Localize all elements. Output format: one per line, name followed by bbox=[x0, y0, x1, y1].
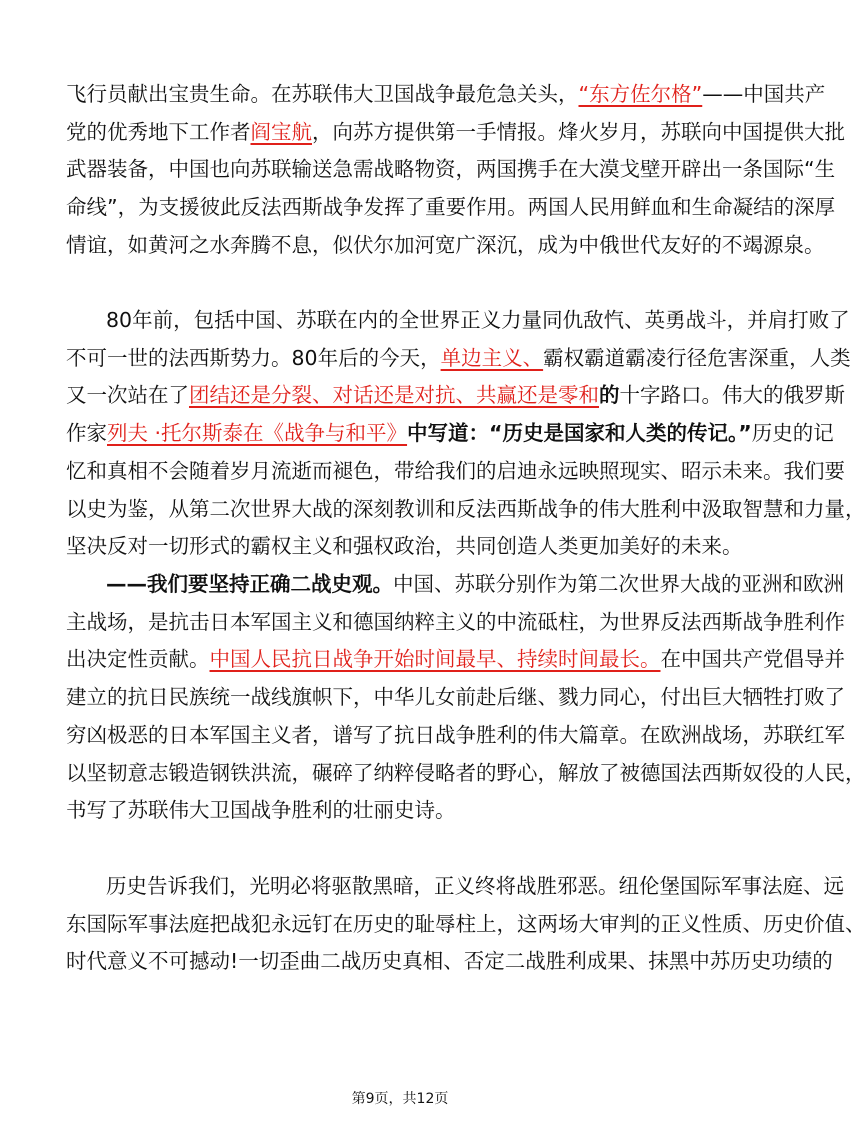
paragraph-4-line-2 bbox=[66, 905, 866, 943]
text-segment: 武器装备，中国也向苏联输送急需战略物资，两国携手在大漠戈壁开辟出一条国际“生 bbox=[66, 157, 836, 182]
text-segment: 中国、苏联分别作为第二次世界大战的亚洲和欧洲 bbox=[393, 572, 844, 596]
text-segment: 书写了苏联伟大卫国战争胜利的壮丽史诗。 bbox=[66, 798, 456, 823]
text-segment: 东国际军事法庭把战犯永远钉在历史的耻辱柱上，这两场大审判的正义性质、历史价值、 bbox=[66, 911, 866, 936]
highlighted-text: 阎宝航 bbox=[250, 119, 312, 144]
text-segment: 坚决反对一切形式的霸权主义和强权政治，共同创造人类更加美好的未来。 bbox=[66, 534, 743, 559]
text-segment: 在中国共产党倡导并 bbox=[660, 647, 845, 672]
paragraph-2-line-2 bbox=[66, 339, 851, 377]
text-segment: 飞行员献出宝贵生命。在苏联伟大卫国战争最危急关头， bbox=[66, 82, 579, 106]
paragraph-3-line-2 bbox=[66, 603, 845, 641]
text-segment: 十字路口。伟大的俄罗斯 bbox=[619, 383, 845, 408]
highlighted-text: 单边主义、 bbox=[440, 345, 544, 370]
paragraph-1-line-2 bbox=[66, 113, 845, 151]
text-segment: 命线”，为支援彼此反法西斯战争发挥了重要作用。两国人民用鲜血和生命凝结的深厚 bbox=[66, 195, 836, 220]
paragraph-3-line-3 bbox=[66, 640, 845, 678]
text-segment: 忆和真相不会随着岁月流逝而褪色，带给我们的启迪永远映照现实、昭示未来。我们要 bbox=[66, 458, 845, 483]
paragraph-3-line-6 bbox=[66, 754, 866, 792]
highlighted-text: “东方佐尔格” bbox=[578, 82, 703, 106]
paragraph-3-line-4 bbox=[66, 678, 845, 716]
text-segment: 情谊，如黄河之水奔腾不息，似伏尔加河宽广深沉，成为中俄世代友好的不竭源泉。 bbox=[66, 232, 825, 257]
text-segment: 穷凶极恶的日本军国主义者，谱写了抗日战争胜利的伟大篇章。在欧洲战场，苏联红军 bbox=[66, 722, 845, 747]
highlighted-text: ——我们要坚持正确二战史观。 bbox=[106, 572, 393, 596]
text-segment: 历史的记 bbox=[751, 421, 834, 446]
paragraph-2-line-5 bbox=[66, 452, 845, 490]
page-footer: 第9页，共12页 bbox=[351, 1091, 449, 1107]
text-segment: 建立的抗日民族统一战线旗帜下，中华儿女前赴后继、戮力同心，付出巨大牺牲打败了 bbox=[66, 685, 845, 710]
text-segment: 主战场，是抗击日本军国主义和德国纳粹主义的中流砥柱，为世界反法西斯战争胜利作 bbox=[66, 609, 845, 634]
paragraph-2-line-7 bbox=[66, 527, 760, 565]
text-segment: 又一次站在了 bbox=[66, 383, 189, 408]
paragraph-1-line-1 bbox=[66, 75, 826, 113]
text-segment: 出决定性贡献。 bbox=[66, 647, 210, 672]
text-segment: 以坚韧意志锻造钢铁洪流，碾碎了纳粹侵略者的野心，解放了被德国法西斯奴役的人民， bbox=[66, 760, 866, 785]
text-segment: 历史告诉我们，光明必将驱散黑暗，正义终将战胜邪恶。纽伦堡国际军事法庭、远 bbox=[106, 874, 844, 898]
paragraph-1-line-3 bbox=[66, 150, 836, 188]
text-segment: ——中国共产 bbox=[702, 82, 826, 106]
highlighted-text: 中写道：“历史是国家和人类的传记。” bbox=[407, 421, 752, 446]
paragraph-2-line-1 bbox=[106, 301, 850, 339]
highlighted-text: 中国人民抗日战争开始时间最早、持续时间最长。 bbox=[209, 647, 661, 672]
text-segment: 80年前，包括中国、苏联在内的全世界正义力量同仇敌忾、英勇战斗，并肩打败了 bbox=[106, 308, 850, 332]
highlighted-text: 列夫 ·托尔斯泰在《战争与和平》 bbox=[107, 421, 408, 446]
paragraph-4-line-1 bbox=[106, 867, 844, 905]
text-segment: 党的优秀地下工作者 bbox=[66, 119, 251, 144]
highlighted-text: 团结还是分裂、对话还是对抗、共赢还是零和 bbox=[189, 383, 599, 408]
text-segment: 以史为鉴，从第二次世界大战的深刻教训和反法西斯战争的伟大胜利中汲取智慧和力量， bbox=[66, 496, 866, 521]
paragraph-2-line-6 bbox=[66, 490, 866, 528]
highlighted-text: 的 bbox=[599, 383, 620, 408]
paragraph-1-line-5 bbox=[66, 226, 825, 264]
text-segment: 霸权霸道霸凌行径危害深重，人类 bbox=[543, 345, 851, 370]
paragraph-2-line-3 bbox=[66, 376, 845, 414]
text-segment: 作家 bbox=[66, 421, 107, 446]
text-segment: 不可一世的法西斯势力。80年后的今天， bbox=[66, 345, 441, 370]
paragraph-3-line-5 bbox=[66, 716, 845, 754]
paragraph-1-line-4 bbox=[66, 188, 836, 226]
text-segment: 时代意义不可撼动!一切歪曲二战历史真相、否定二战胜利成果、抹黑中苏历史功绩的 bbox=[66, 949, 833, 974]
paragraph-4-line-3 bbox=[66, 942, 833, 980]
paragraph-3-line-7 bbox=[66, 791, 760, 829]
paragraph-2-line-4 bbox=[66, 414, 834, 452]
text-segment: ，向苏方提供第一手情报。烽火岁月，苏联向中国提供大批 bbox=[312, 119, 845, 144]
paragraph-3-line-1 bbox=[106, 565, 844, 603]
